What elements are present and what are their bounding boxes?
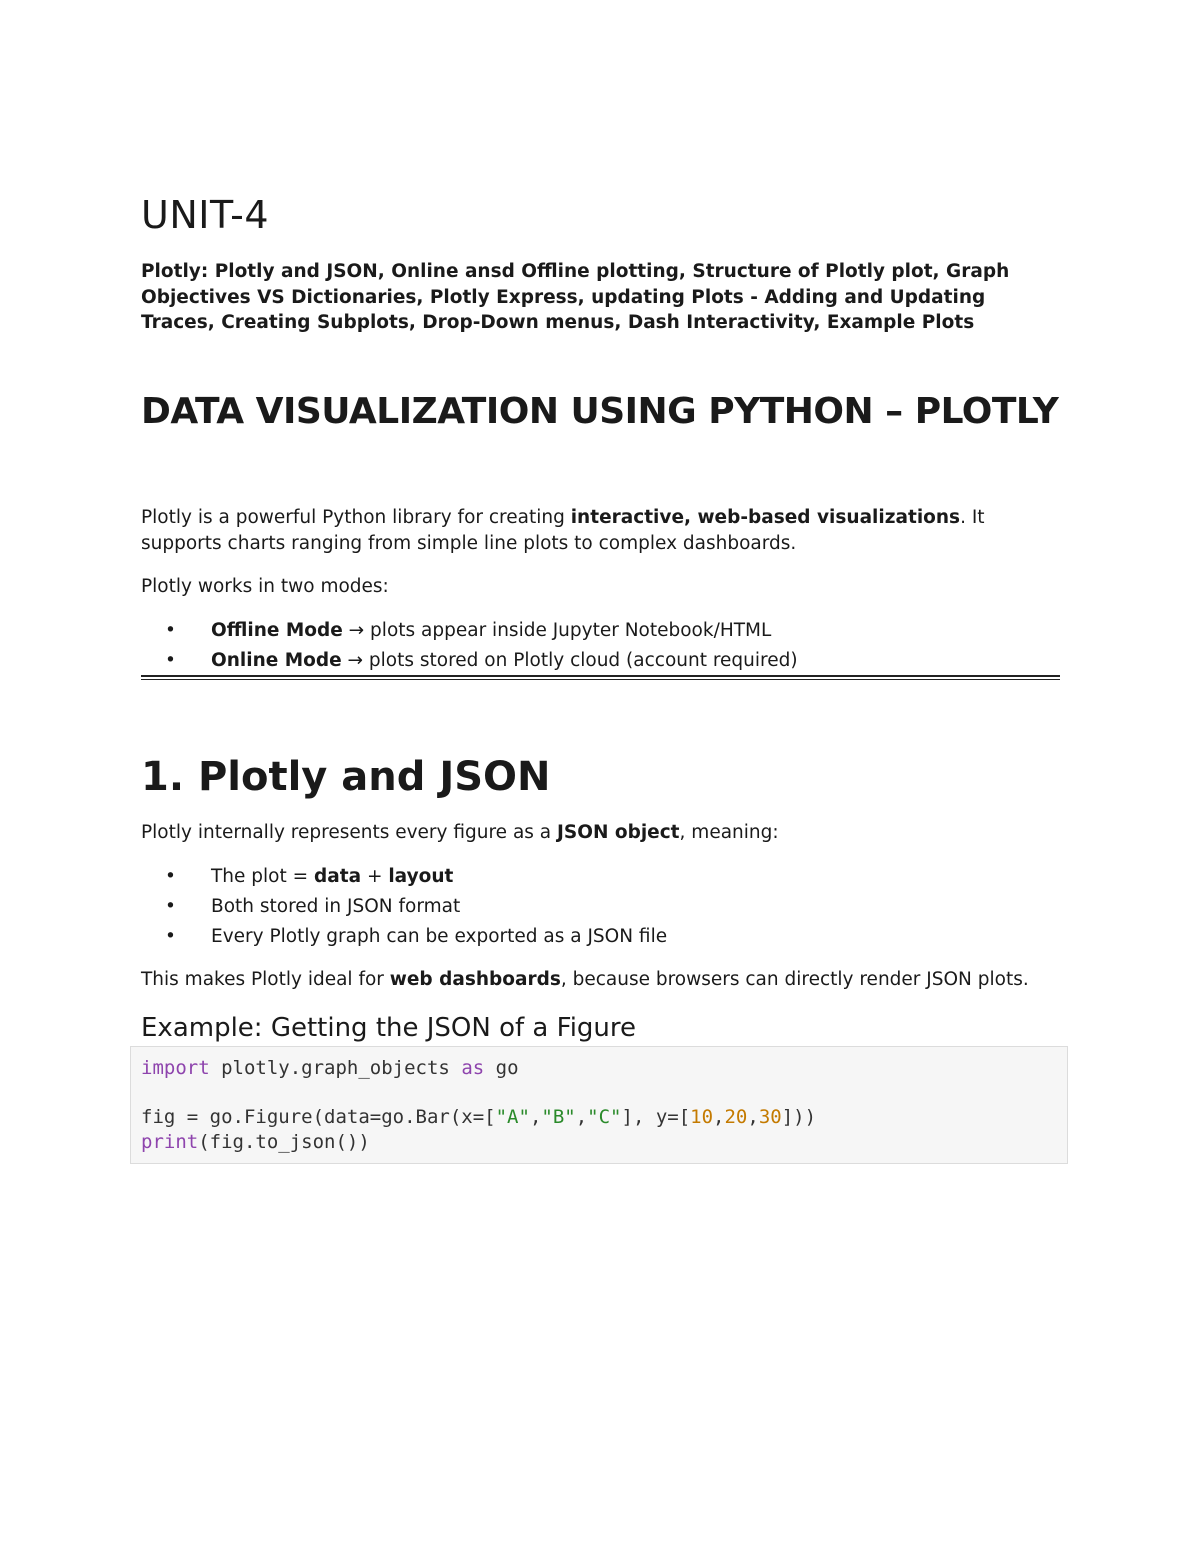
code-line: fig = go.Figure(data=go.Bar(x=["A","B","C"], y=[10,20,30])): [141, 1106, 817, 1128]
code-line: import plotly.graph_objects as go: [141, 1057, 519, 1079]
topics-list: Plotly: Plotly and JSON, Online ansd Offline plotting, Structure of Plotly plot, Graph Objectives VS Dictionaries, Plotly Express, updating Plots - Adding and Updating Traces, Creating Subplots, Drop-Down menus, Dash Interactivity, Example Plots: [141, 261, 1010, 333]
summary-text: This makes Plotly ideal for: [141, 969, 390, 990]
json-intro: [141, 820, 779, 846]
list-item: [141, 646, 1061, 676]
json-intro-end: , meaning:: [679, 822, 779, 843]
summary-text-end: , because browsers can directly render JSON plots.: [560, 969, 1029, 990]
section-heading: 1. Plotly and JSON: [141, 754, 551, 800]
mode-term: Offline Mode: [211, 620, 343, 641]
bullet-text: The plot =: [211, 866, 315, 887]
list-item: [141, 862, 667, 892]
summary-bold: web dashboards: [389, 969, 561, 990]
example-heading: Example: Getting the JSON of a Figure: [141, 1013, 637, 1043]
main-heading: DATA VISUALIZATION USING PYTHON – PLOTLY: [141, 391, 1059, 432]
json-list: [141, 862, 667, 952]
intro-text: Plotly is a powerful Python library for creating: [141, 507, 571, 528]
intro-paragraph: [141, 505, 1061, 557]
mode-term: Online Mode: [211, 650, 342, 671]
bullet-icon: •: [165, 650, 176, 671]
list-item: [141, 616, 1061, 646]
code-block[interactable]: [130, 1046, 1068, 1164]
bullet-icon: •: [165, 866, 176, 887]
json-intro-bold: JSON object: [557, 822, 680, 843]
list-item: [141, 892, 667, 922]
json-intro-text: Plotly internally represents every figure as a: [141, 822, 558, 843]
bullet-text: Every Plotly graph can be exported as a JSON file: [211, 926, 668, 947]
mode-desc: → plots appear inside Jupyter Notebook/HTML: [342, 620, 772, 641]
bullet-icon: •: [165, 896, 176, 917]
modes-intro: Plotly works in two modes:: [141, 576, 389, 597]
code-line: print(fig.to_json()): [141, 1130, 370, 1153]
bullet-bold: layout: [388, 866, 454, 887]
mode-desc: → plots stored on Plotly cloud (account required): [341, 650, 798, 671]
unit-title: UNIT-4: [141, 193, 270, 237]
intro-text-end: . It supports charts ranging from simple line plots to complex dashboards.: [141, 507, 985, 554]
code-line: [141, 1081, 1057, 1106]
intro-bold: interactive, web-based visualizations: [570, 507, 961, 528]
bullet-icon: •: [165, 926, 176, 947]
json-summary: [141, 967, 1061, 993]
modes-list: [141, 616, 1061, 676]
horizontal-divider: [141, 675, 1060, 680]
bullet-text: Both stored in JSON format: [211, 896, 461, 917]
bullet-bold: data: [314, 866, 362, 887]
bullet-text: +: [361, 866, 389, 887]
list-item: [141, 922, 667, 952]
bullet-icon: •: [165, 620, 176, 641]
